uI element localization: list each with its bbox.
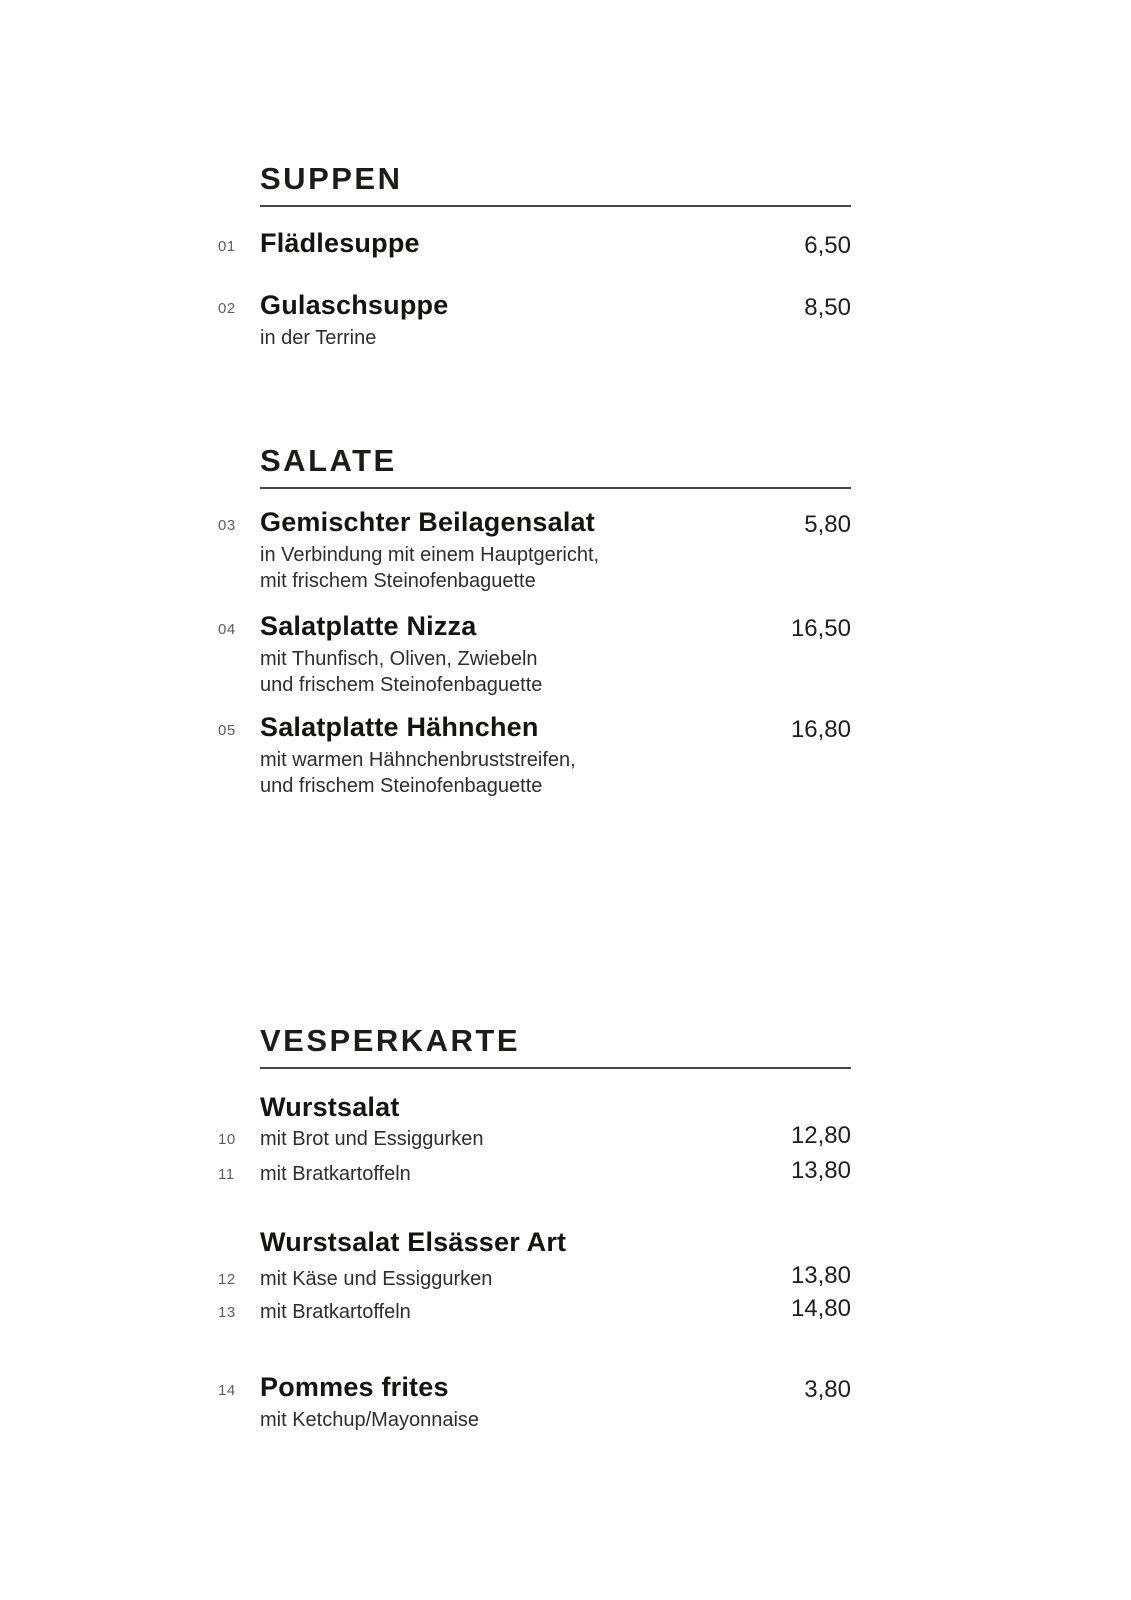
item-description-line: mit Thunfisch, Oliven, Zwiebeln: [260, 648, 538, 670]
menu-item-row: [218, 612, 851, 698]
section-header-suppen: [260, 163, 851, 207]
item-name: Salatplatte Nizza: [260, 611, 477, 641]
section-header-vesperkarte: [260, 1025, 851, 1069]
item-price: 16,50: [790, 615, 851, 642]
item-number: 12: [218, 1271, 236, 1288]
item-body: [260, 1300, 791, 1324]
menu-item-row: [218, 291, 851, 352]
section-title: SUPPEN: [260, 161, 403, 196]
menu-item-row: [218, 1262, 851, 1291]
item-price: 12,80: [790, 1122, 851, 1149]
item-description: [260, 647, 791, 698]
item-price: 14,80: [790, 1295, 851, 1322]
item-description-line: in der Terrine: [260, 327, 377, 349]
item-number: 04: [218, 621, 236, 638]
item-body: [260, 1162, 791, 1186]
subgroup-header-wurstsalat-elsaesser: Wurstsalat Elsässer Art: [260, 1227, 567, 1257]
item-name: Salatplatte Hähnchen: [260, 712, 539, 742]
item-number: 02: [218, 300, 236, 317]
section-title: VESPERKARTE: [260, 1023, 521, 1058]
item-number: 01: [218, 238, 236, 255]
item-description: [260, 1408, 804, 1434]
section-title: SALATE: [260, 443, 397, 478]
item-name: Flädlesuppe: [260, 228, 420, 258]
item-description: [260, 543, 804, 594]
item-name: Gulaschsuppe: [260, 290, 449, 320]
item-price: 16,80: [790, 716, 851, 743]
item-body: [260, 612, 791, 698]
item-price: 5,80: [804, 511, 851, 538]
item-name: Gemischter Beilagensalat: [260, 507, 595, 537]
section-header-salate: [260, 445, 851, 489]
menu-item-row: [218, 1295, 851, 1324]
menu-item-row: [218, 229, 851, 260]
item-body: [260, 229, 804, 257]
item-description-line: in Verbindung mit einem Hauptgericht,: [260, 544, 600, 566]
item-body: [260, 1127, 791, 1151]
item-number: 10: [218, 1131, 236, 1148]
subgroup-header-wurstsalat: Wurstsalat: [260, 1092, 400, 1122]
item-number: 03: [218, 517, 236, 534]
item-body: [260, 713, 791, 799]
item-body: [260, 1373, 804, 1434]
item-description-line: mit frischem Steinofenbaguette: [260, 569, 536, 592]
menu-item-row: [218, 1157, 851, 1186]
item-description-line: mit Ketchup/Mayonnaise: [260, 1409, 480, 1431]
menu-item-row: [218, 508, 851, 594]
item-label: mit Bratkartoffeln: [260, 1301, 411, 1323]
item-body: [260, 291, 804, 352]
item-price: 13,80: [790, 1157, 851, 1184]
item-description-line: und frischem Steinofenbaguette: [260, 774, 543, 797]
item-body: [260, 1267, 791, 1291]
item-description-line: und frischem Steinofenbaguette: [260, 673, 543, 696]
item-number: 14: [218, 1382, 236, 1399]
item-label: mit Brot und Essiggurken: [260, 1128, 484, 1150]
item-price: 8,50: [804, 294, 851, 321]
menu-item-row: [218, 713, 851, 799]
item-label: mit Käse und Essiggurken: [260, 1268, 493, 1290]
item-number: 11: [218, 1166, 235, 1183]
menu-item-row: [218, 1122, 851, 1151]
item-price: 3,80: [804, 1376, 851, 1403]
item-label: mit Bratkartoffeln: [260, 1163, 411, 1185]
item-number: 05: [218, 722, 236, 739]
menu-item-row: [218, 1373, 851, 1434]
item-price: 6,50: [804, 232, 851, 259]
item-number: 13: [218, 1304, 236, 1321]
item-description-line: mit warmen Hähnchenbruststreifen,: [260, 749, 576, 771]
item-description: [260, 748, 791, 799]
item-description: [260, 326, 804, 352]
item-price: 13,80: [790, 1262, 851, 1289]
item-name: Pommes frites: [260, 1372, 449, 1402]
item-body: [260, 508, 804, 594]
